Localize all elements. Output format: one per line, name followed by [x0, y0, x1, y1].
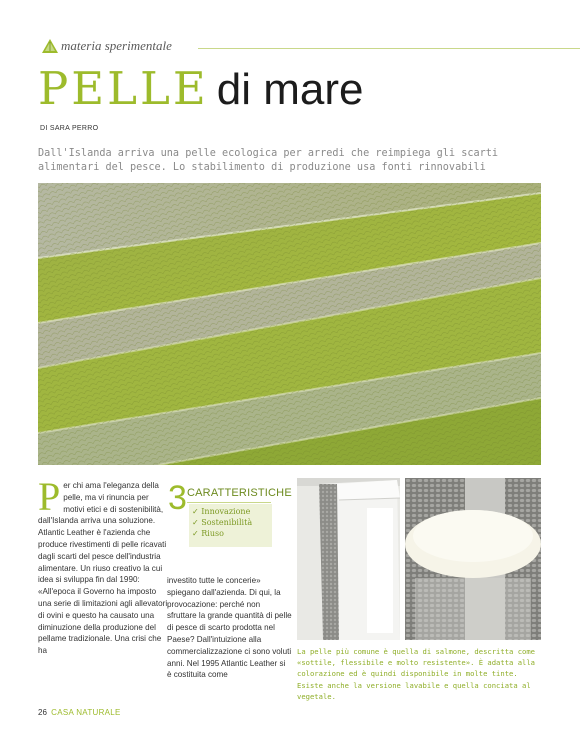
features-list-box [189, 504, 272, 547]
check-icon: ✓ [192, 529, 202, 538]
article-lede: Dall'Islanda arriva una pelle ecologica per arredi che reimpiega gli scarti alimentari del pesce. Lo stabilimento di produzione usa fonti rinnovabili [38, 148, 499, 173]
page-footer [38, 708, 121, 717]
check-icon: ✓ [192, 507, 202, 516]
author-byline: DI SARA PERRO [40, 125, 99, 132]
magazine-name: CASA NATURALE [51, 708, 121, 717]
fish-leather-texture [38, 183, 541, 465]
body-text-1: er chi ama l'eleganza della pelle, ma vi rinuncia per motivi etici e di sostenibilità, dall'Islanda arriva una soluzione. Atlantic Leather è l'azienda che produce rivestimenti di pelle ricavati dagli scarti del pesce dell'industria alimentare. Un riuso creativo la cui idea si sviluppa fin dal 1990: «All'epoca il Governo ha imposto una serie di limitazioni agli allevatori di ovini e questo ha causato una diminuzione della produzione del pellame tradizionale. Una crisi che ha [38, 481, 168, 656]
article-title [38, 62, 364, 115]
title-part-green: PELLE [38, 62, 209, 115]
section-label: materia sperimentale [61, 38, 172, 53]
features-heading: CARATTERISTICHE [187, 487, 292, 499]
feature-item: ✓ Innovazione [192, 507, 251, 516]
features-box [168, 479, 292, 546]
body-column-1 [38, 474, 168, 657]
leaf-icon [42, 39, 58, 53]
features-divider [187, 502, 271, 503]
body-column-2: investito tutte le concerie» spiegano dall'azienda. Di qui, la provocazione: perché non sfruttare la grande quantità di pelle di pesce di scarto prodotta nel Paese? Dall'intuizione alla commercializzazione ci sono voluti anni. Nel 1995 Atlantic Leather si è costituita come [167, 576, 292, 680]
features-count: 3 [168, 479, 187, 517]
photo-caption: La pelle più comune è quella di salmone, descritta come «sottile, flessibile e molto resistente». È adatta alla colorazione ed è quindi disponibile in molte tinte. Esiste anche la versione lavabile e quella conciata al vegetale. [297, 647, 535, 701]
product-photo-stool-side [297, 478, 400, 640]
product-photo-stool-cushion [405, 478, 541, 640]
feature-item: ✓ Riuso [192, 529, 224, 538]
page-number: 26 [38, 708, 47, 717]
title-part-black: di mare [216, 65, 364, 114]
features-list [189, 504, 272, 539]
hero-photo [38, 183, 541, 465]
section-tag [42, 38, 172, 54]
drop-cap: P [38, 474, 61, 519]
feature-item: ✓ Sostenibilità [192, 518, 253, 527]
check-icon: ✓ [192, 518, 202, 527]
header-divider [198, 48, 580, 49]
